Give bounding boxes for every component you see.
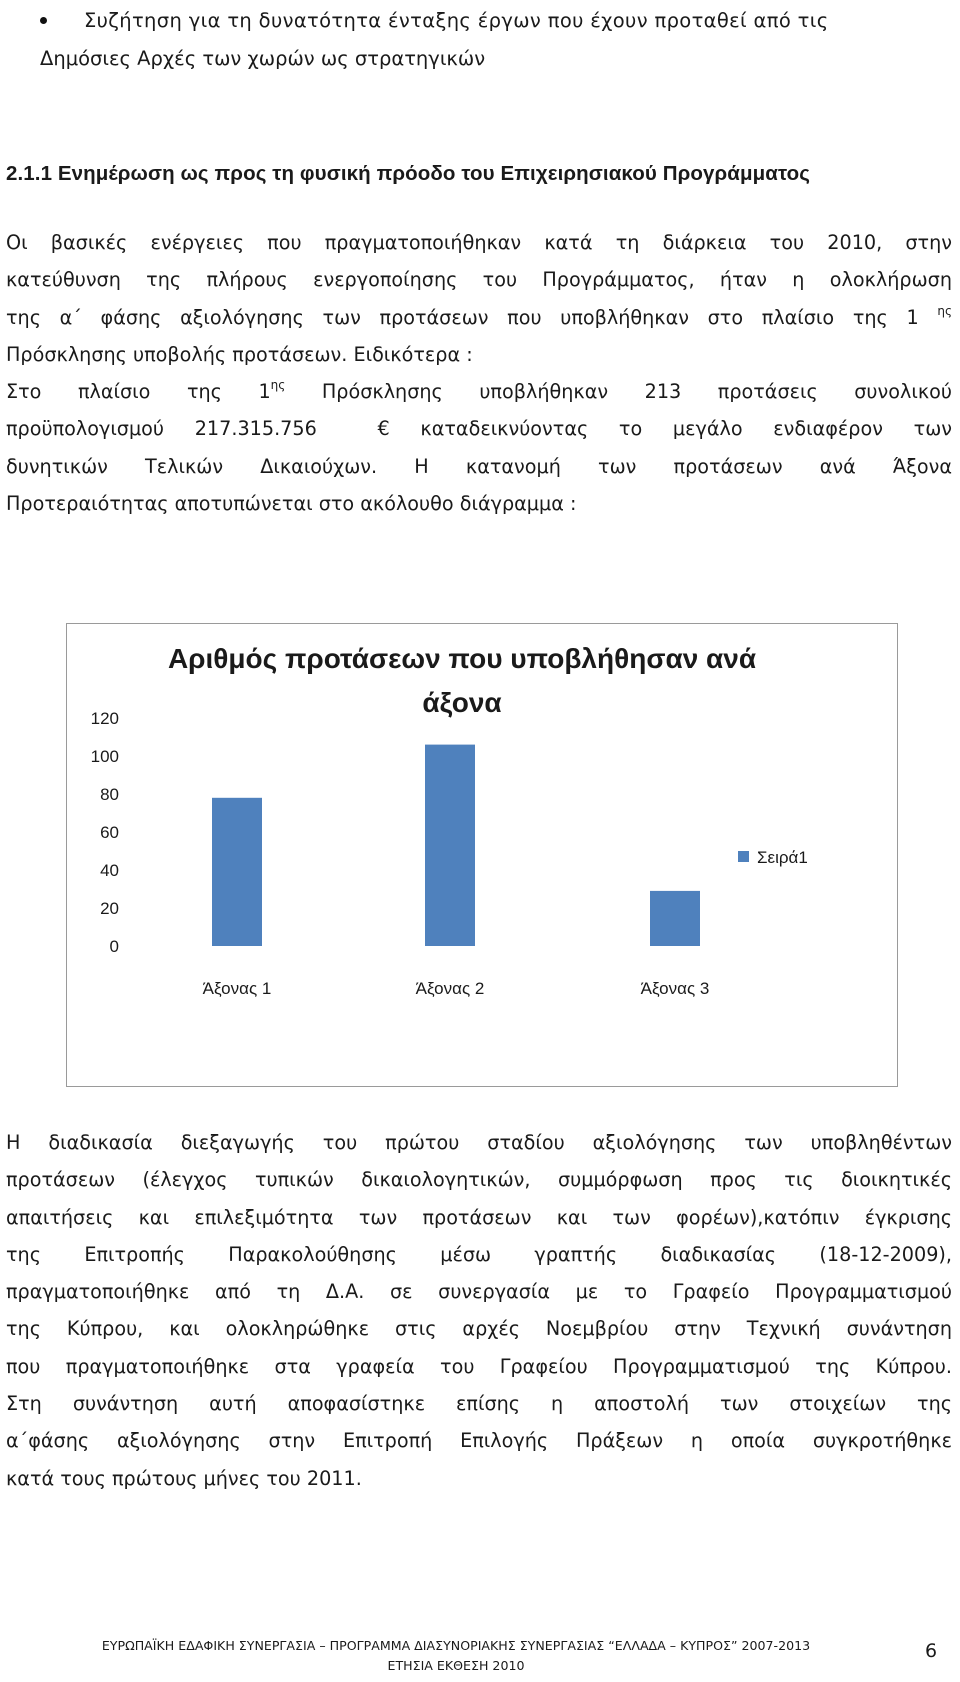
- para-line: α΄φάσης αξιολόγησης στην Επιτροπή Επιλογής Πράξεων η οποία συγκροτήθηκε: [6, 1429, 952, 1453]
- section-heading: 2.1.1 Ενημέρωση ως προς τη φυσική πρόοδο του Επιχειρησιακού Προγράμματος: [6, 162, 811, 185]
- y-tick-label: 0: [109, 937, 119, 956]
- bullet-item: [40, 2, 950, 78]
- bar-chart: [66, 623, 898, 1087]
- para-line: απαιτήσεις και επιλεξιμότητα των προτάσεων και των φορέων),κατόπιν έγκρισης: [6, 1205, 952, 1229]
- y-tick-label: 120: [90, 709, 119, 728]
- page-footer: [56, 1636, 856, 1676]
- para-line: της α΄ φάσης αξιολόγησης των προτάσεων που υποβλήθηκαν στο πλαίσιο της 1 $^{\eta\varsigma}$: [6, 303, 952, 329]
- para-line: Η διαδικασία διεξαγωγής του πρώτου σταδίου αξιολόγησης των υποβληθέντων: [6, 1131, 952, 1154]
- euro-sign: €: [377, 417, 390, 441]
- para-line: Στο πλαίσιο της $1^{\eta\varsigma}$ Πρόσκλησης υποβλήθηκαν 213 προτάσεις συνολικού: [6, 378, 952, 404]
- bar: [425, 745, 475, 946]
- process-paragraph: [6, 1124, 952, 1497]
- para-line: Πρόσκλησης υποβολής προτάσεων. Ειδικότερα :: [6, 342, 473, 366]
- ordinal-suffix: ης: [937, 303, 952, 318]
- bullet-line-1: Συζήτηση για τη δυνατότητα ένταξης έργων που έχουν προταθεί από τις: [84, 9, 829, 32]
- intro-paragraph: [6, 224, 952, 522]
- y-tick-label: 80: [100, 785, 119, 804]
- para-line: της Επιτροπής Παρακολούθησης μέσω γραπτής διαδικασίας (18-12-2009),: [6, 1242, 952, 1266]
- bar-chart-svg: [67, 624, 899, 1088]
- bar: [650, 891, 700, 946]
- para-line: που πραγματοποιήθηκε στα γραφεία του Γραφείου Προγραμματισμού της Κύπρου.: [6, 1354, 952, 1378]
- y-tick-label: 20: [100, 899, 119, 918]
- para-line: Οι βασικές ενέργειες που πραγματοποιήθηκαν κατά τη διάρκεια του 2010, στην: [6, 231, 952, 254]
- legend-swatch: [738, 851, 749, 862]
- footer-line-2: ΕΤΗΣΙΑ ΕΚΘΕΣΗ 2010: [387, 1658, 525, 1673]
- chart-title: Αριθμός προτάσεων που υποβλήθησαν ανά: [167, 643, 757, 674]
- para-line: της Κύπρου, και ολοκληρώθηκε στις αρχές Νοεμβρίου στην Τεχνική συνάντηση: [6, 1317, 952, 1341]
- bullet-text: [40, 2, 950, 78]
- para-line: κατά τους πρώτους μήνες του 2011.: [6, 1466, 362, 1490]
- y-tick-label: 100: [90, 747, 119, 766]
- page-number: 6: [925, 1640, 938, 1662]
- para-line: Προτεραιότητας αποτυπώνεται στο ακόλουθο διάγραμμα :: [6, 492, 577, 516]
- bar: [212, 798, 262, 946]
- y-tick-label: 40: [100, 861, 119, 880]
- ordinal-suffix: ης: [270, 378, 286, 393]
- para-line: κατεύθυνση της πλήρους ενεργοποίησης του Προγράμματος, ήταν η ολοκλήρωση: [6, 268, 952, 292]
- footer-line-1: ΕΥΡΩΠΑΪΚΗ ΕΔΑΦΙΚΗ ΣΥΝΕΡΓΑΣΙΑ – ΠΡΟΓΡΑΜΜΑ ΔΙΑΣΥΝΟΡΙΑΚΗΣ ΣΥΝΕΡΓΑΣΙΑΣ “ΕΛΛΑΔΑ – ΚΥΠΡΟΣ” 2007-2013: [101, 1638, 811, 1653]
- para-line: δυνητικών Τελικών Δικαιούχων. Η κατανομή των προτάσεων ανά Άξονα: [6, 454, 952, 478]
- x-tick-label: Άξονας 3: [640, 979, 710, 998]
- bullet-dot: [40, 17, 47, 24]
- para-line: Στη συνάντηση αυτή αποφασίστηκε επίσης η αποστολή των στοιχείων της: [6, 1392, 952, 1416]
- para-line: προτάσεων (έλεγχος τυπικών δικαιολογητικών, συμμόρφωση προς τις διοικητικές: [6, 1168, 952, 1192]
- legend-label: Σειρά1: [757, 848, 808, 867]
- x-tick-label: Άξονας 1: [202, 979, 272, 998]
- y-tick-label: 60: [100, 823, 119, 842]
- para-line: πραγματοποιήθηκε από τη Δ.Α. σε συνεργασία με το Γραφείο Προγραμματισμού: [6, 1280, 952, 1304]
- chart-title: άξονα: [422, 687, 502, 718]
- para-line: προϋπολογισμού 217.315.756 € καταδεικνύοντας το μεγάλο ενδιαφέρον των: [6, 417, 952, 441]
- x-tick-label: Άξονας 2: [415, 979, 485, 998]
- bullet-line-2: Δημόσιες Αρχές των χωρών ως στρατηγικών: [40, 47, 486, 70]
